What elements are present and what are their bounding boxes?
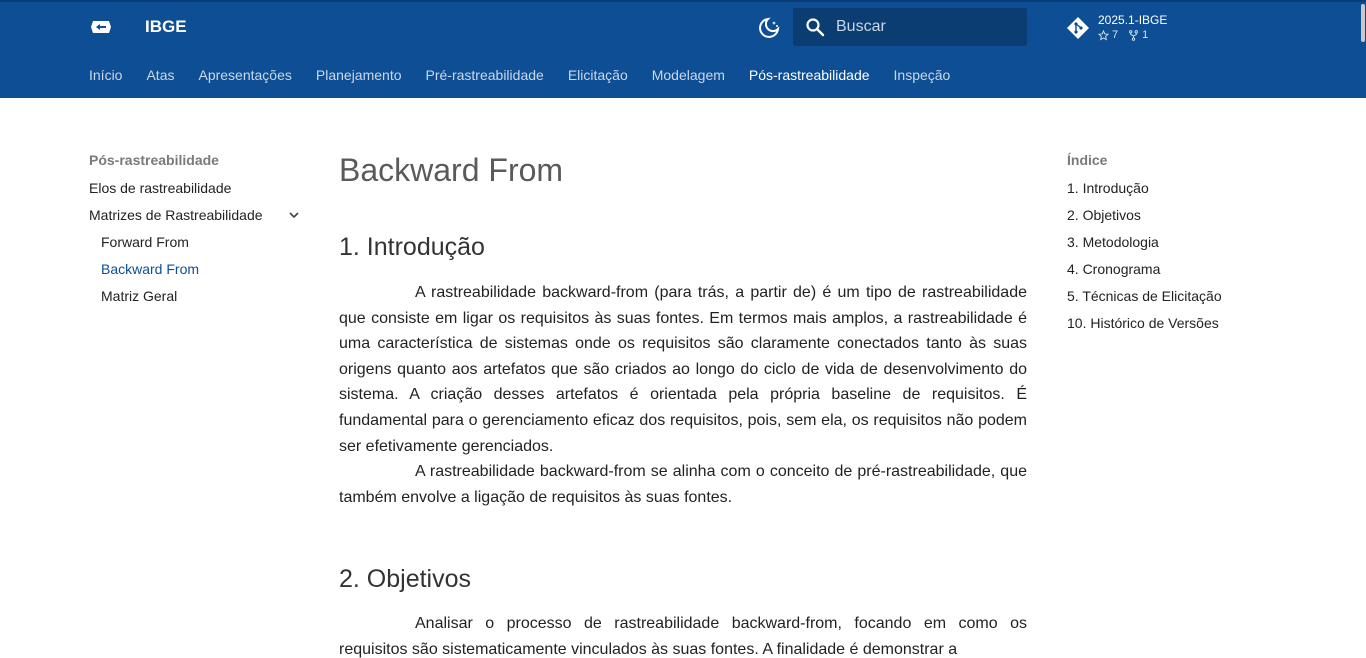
tab-pos-rastreabilidade[interactable]: Pós-rastreabilidade (748, 67, 870, 83)
toc-item-metodologia[interactable]: 3. Metodologia (1067, 234, 1159, 250)
git-icon (1066, 16, 1090, 40)
tab-atas[interactable]: Atas (146, 67, 175, 83)
tab-inspecao[interactable]: Inspeção (893, 67, 951, 83)
search-box[interactable] (793, 8, 1027, 46)
tab-apresentacoes[interactable]: Apresentações (198, 67, 292, 83)
chevron-down-icon[interactable] (286, 207, 302, 223)
search-input[interactable] (836, 8, 1021, 46)
paragraph: A rastreabilidade backward-from (para trás, a partir de) é um tipo de rastreabilidade que consiste em ligar os requisitos às suas fontes. Em termos mais amplos, a rastreabilidade é uma característica de sistemas onde os requisitos são claramente conectados tanto às suas origens quanto aos artefatos que são criados ao longo do ciclo de vida de desenvolvimento do sistema. A criação desses artefatos é orientada pela própria baseline de requisitos. É fundamental para o gerenciamento eficaz dos requisitos, pois, sem ela, os requisitos não podem ser efetivamente gerenciados. (339, 284, 1027, 455)
nav-item-elos[interactable]: Elos de rastreabilidade (89, 180, 232, 196)
nav-item-matriz-geral[interactable]: Matriz Geral (101, 288, 178, 304)
repo-name: 2025.1-IBGE (1098, 13, 1168, 27)
paragraph: A rastreabilidade backward-from se alinha com o conceito de pré-rastreabilidade, que também envolve a ligação de requisitos às suas fontes. (339, 463, 1027, 506)
toc-item-historico[interactable]: 10. Histórico de Versões (1067, 315, 1219, 331)
table-of-contents (1067, 152, 1287, 341)
tab-pre-rastreabilidade[interactable]: Pré-rastreabilidade (425, 67, 544, 83)
left-nav-title: Pós-rastreabilidade (89, 152, 219, 168)
main-content (339, 150, 1027, 658)
logo-icon[interactable] (90, 18, 112, 36)
search-icon (805, 17, 825, 37)
toc-item-cronograma[interactable]: 4. Cronograma (1067, 261, 1161, 277)
scroll-thumb[interactable] (1361, 4, 1365, 42)
fork-icon (1128, 30, 1139, 41)
left-nav (89, 152, 304, 314)
toc-title: Índice (1067, 152, 1108, 168)
tab-planejamento[interactable]: Planejamento (315, 67, 402, 83)
repo-stats (1098, 29, 1148, 41)
toc-item-objetivos[interactable]: 2. Objetivos (1067, 207, 1141, 223)
tab-modelagem[interactable]: Modelagem (651, 67, 725, 83)
nav-item-backward-from[interactable]: Backward From (101, 261, 200, 277)
page-title: Backward From (339, 152, 564, 188)
tab-elicitacao[interactable]: Elicitação (567, 67, 628, 83)
paragraph: Analisar o processo de rastreabilidade backward-from, focando em como os requisitos são sistematicamente vinculados às suas fontes. A finalidade é demonstrar a (339, 615, 1027, 658)
section-heading-objetivos: 2. Objetivos (339, 565, 472, 594)
star-count: 7 (1112, 29, 1119, 41)
section-heading-introducao: 1. Introdução (339, 233, 485, 261)
fork-count: 1 (1142, 29, 1149, 41)
toc-item-introducao[interactable]: 1. Introdução (1067, 180, 1149, 196)
nav-item-matrizes[interactable] (89, 206, 304, 233)
nav-item-matrizes-label: Matrizes de Rastreabilidade (89, 207, 263, 223)
site-title[interactable]: IBGE (145, 17, 187, 36)
top-tabs (89, 67, 950, 83)
theme-toggle-icon[interactable] (757, 16, 781, 40)
nav-item-forward-from[interactable]: Forward From (101, 234, 189, 250)
star-icon (1098, 30, 1109, 41)
header (0, 0, 1366, 98)
tab-inicio[interactable]: Início (89, 67, 123, 83)
toc-item-tecnicas[interactable]: 5. Técnicas de Elicitação (1067, 288, 1222, 304)
scrollbar[interactable] (1360, 0, 1366, 658)
